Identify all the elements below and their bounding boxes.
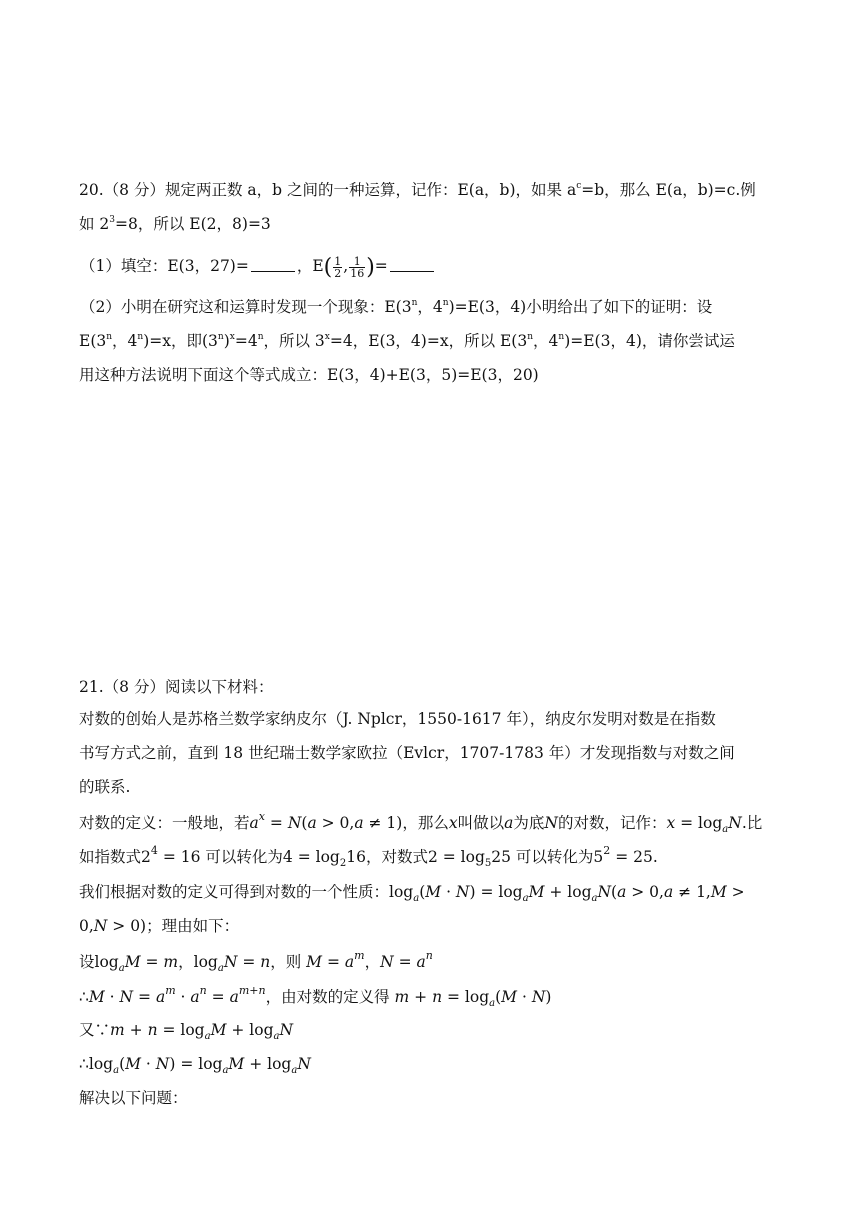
q21-property-line-1: 我们根据对数的定义可得到对数的一个性质：$\log_a(M \cdot N) = \log_aM + \log_aN(a > 0,a \ne 1,M$ >: [79, 883, 745, 904]
q20-part-2-line-1: （2）小明在研究这和运算时发现一个现象：E(3$^n$，$4^n)=E(3$，4)小明给出了如下的证明：设: [80, 298, 713, 316]
math-expr: 0,N > 0): [79, 917, 147, 935]
answer-blank-2[interactable]: [390, 257, 434, 272]
q21-proof-line-4: $\therefore\log_a(M \cdot N) = \log_aM + \log_aN$: [79, 1055, 311, 1076]
math-expr: $x = \log_aN$: [666, 814, 742, 835]
math-expr: $N = a^n$: [380, 949, 433, 971]
answer-blank-1[interactable]: [251, 257, 295, 272]
q20-part-2-line-3: 用这种方法说明下面这个等式成立：E(3，4)+E(3，5)=E(3，20): [79, 366, 539, 384]
math-expr: $M \cdot N = a^m \cdot a^n = a^{m+n}$: [88, 984, 266, 1006]
math-expr: $2 = \log_525$: [427, 848, 516, 869]
q21-para-1-line-3: 的联系.: [79, 778, 131, 796]
q21-proof-line-3: 又∵m + $n = \log_aM + \log_aN$: [79, 1021, 294, 1042]
q20-part-2-line-2: E(3$^n$，$4^n)=x$，即$(3^n)^x=4^n$，所以 $3^x=4$，E(3，4)=x，所以 E(3$^n$，$4^n)=E(3$，4)，请你尝试运: [79, 332, 735, 350]
fraction-sixteenth: $\frac{1}{16}$: [350, 254, 365, 280]
q21-definition-line-1: 对数的定义：一般地，若$a^x = N(a > 0,a \ne 1)$，那么x叫做以a为底N的对数，记作：$x = \log_aN$.比: [79, 810, 763, 835]
math-expr: $4 = \log_216$: [282, 848, 366, 869]
math-expr: $\log_aM = m$: [94, 953, 179, 974]
fraction-half: $\frac{1}{2}$: [334, 254, 342, 280]
q20-line-2: 如 $2^3=8$，所以 E(2，8)=3: [79, 215, 271, 233]
q21-proof-line-1: 设$\log_aM = m$，$\log_aN = n$，则 $M = a^m$，$N = a^n$: [79, 949, 433, 974]
q21-para-1-line-1: 对数的创始人是苏格兰数学家纳皮尔（J. Nplcr，1550-1617 年），纳皮尔发明对数是在指数: [79, 710, 716, 728]
math-expr: $\log_aN = n$: [193, 953, 271, 974]
math-expr: $2^4 = 16$: [141, 844, 206, 866]
math-expr: $M = a^m$: [306, 949, 365, 971]
q21-property-line-2: 0,N > 0)；理由如下：: [79, 917, 240, 935]
math-expr: $5^2 = 25$.: [593, 844, 658, 866]
math-expr: $m + n = \log_a(M \cdot N)$: [394, 988, 552, 1009]
math-expr: $\log_a(M \cdot N) = \log_aM + \log_aN$: [88, 1055, 311, 1076]
q20-line-1: 20.（8 分）规定两正数 a，b 之间的一种运算，记作：E(a，b)，如果 $a^c=b$，那么 E(a，b)=c.例: [79, 181, 756, 199]
math-expr: $m + n = \log_aM + \log_aN$: [110, 1021, 294, 1042]
q21-para-1-line-2: 书写方式之前，直到 18 世纪瑞士数学家欧拉（Evlcr，1707-1783 年）才发现指数与对数之间: [79, 744, 735, 762]
q21-title: 21.（8 分）阅读以下材料：: [79, 678, 274, 696]
math-expr: $\log_a(M \cdot N) = \log_aM + \log_aN(a > 0,a \ne 1,M$ >: [389, 883, 745, 904]
q21-solve-heading: 解决以下问题：: [79, 1089, 188, 1107]
q20-part-1: （1）填空：E(3，27)= ，E( $\frac{1}{2}$ , $\frac{1}{16}$ )=: [80, 255, 785, 279]
q21-proof-line-2: ∴M · $N = a^m \cdot a^n = a^{m+n}$，由对数的定义得 $m + n = \log_a(M \cdot N)$: [79, 984, 552, 1009]
math-expr: $a^x = N(a > 0,a \ne 1)$: [249, 810, 403, 832]
q21-definition-line-2: 如指数式$2^4 = 16$ 可以转化为$4 = \log_216$，对数式$2 = \log_525$ 可以转化为$5^2 = 25$.: [79, 844, 658, 869]
